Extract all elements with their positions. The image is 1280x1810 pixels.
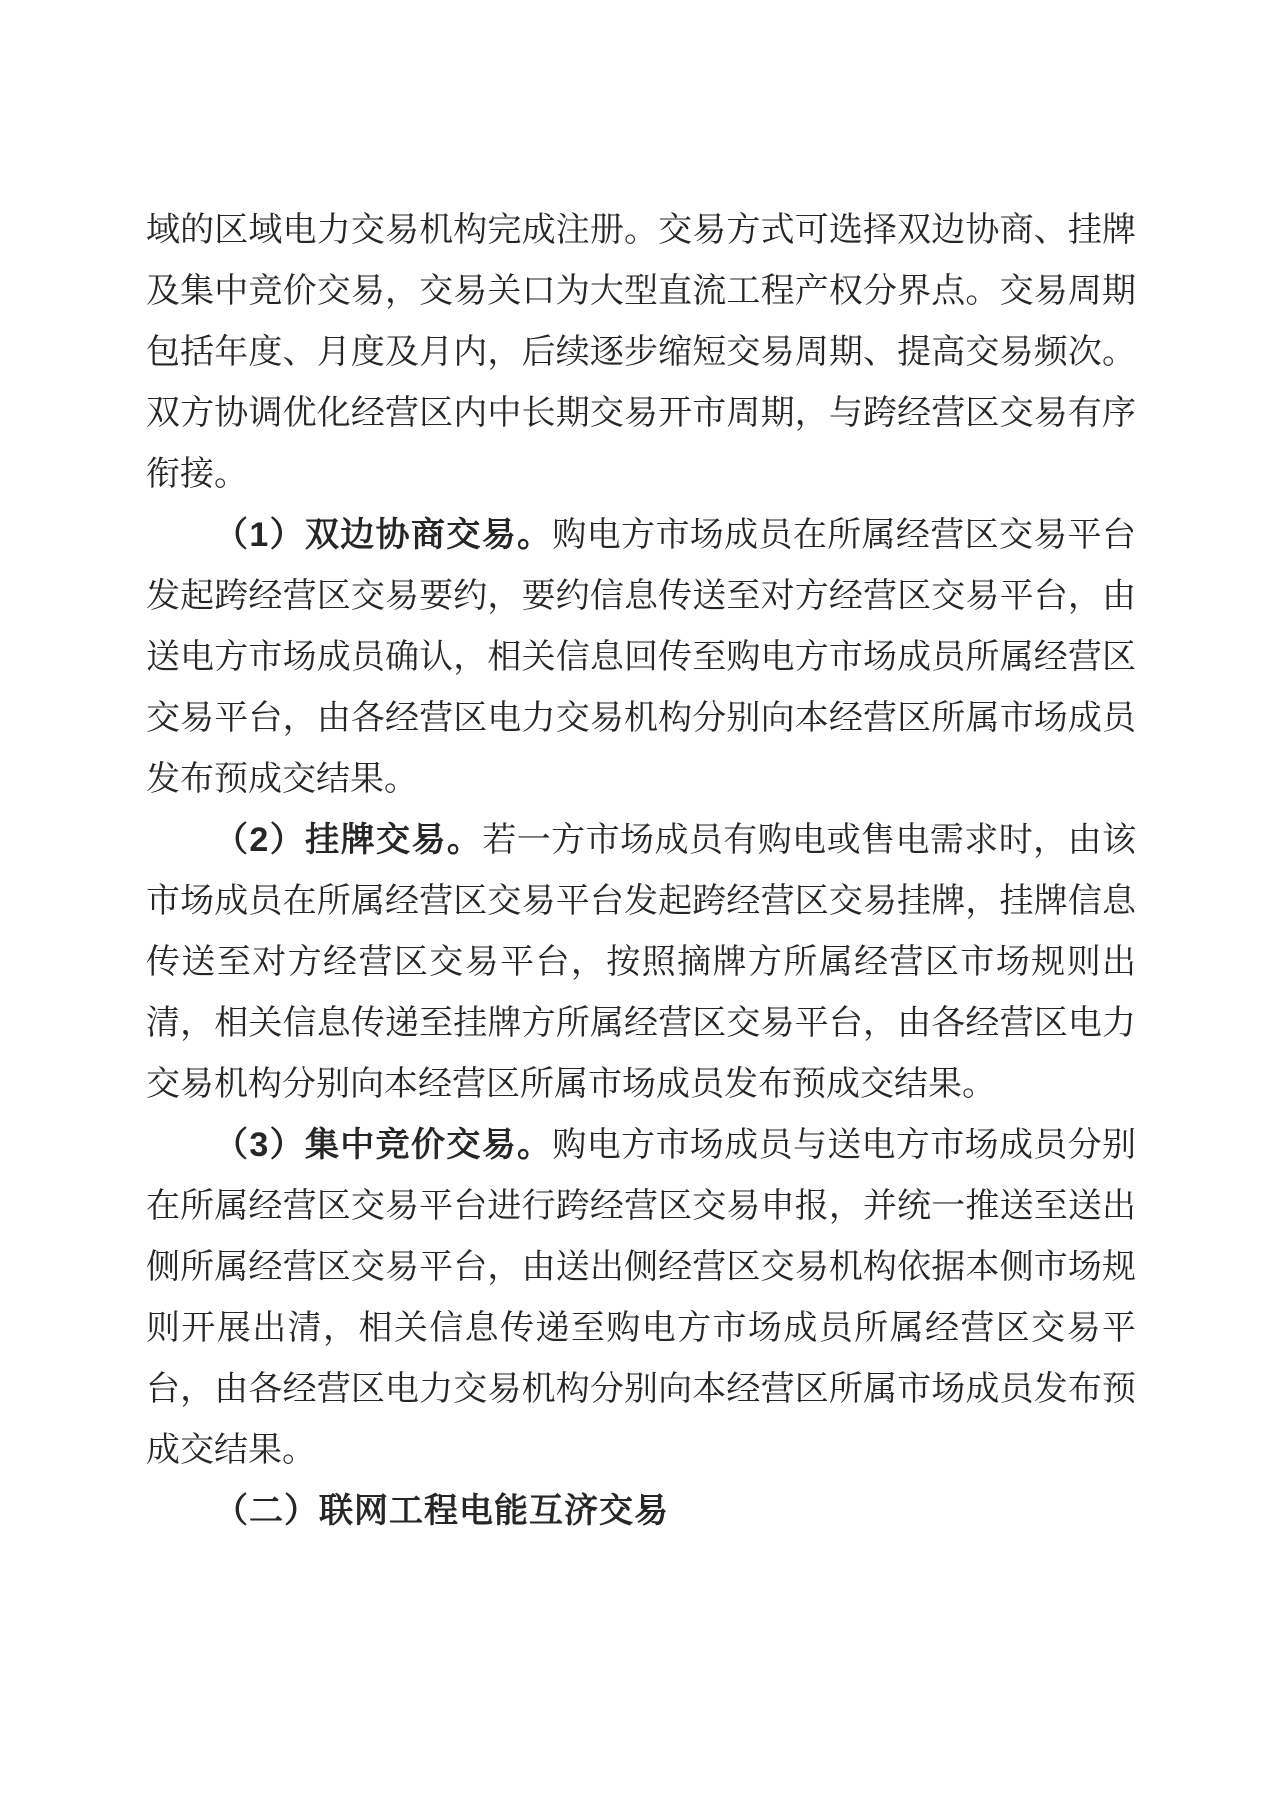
text-line xyxy=(146,383,1136,444)
text-line xyxy=(146,505,1136,566)
text-line xyxy=(146,444,1136,505)
text-line xyxy=(146,810,1136,871)
text-line xyxy=(146,1481,1136,1542)
text-run: 则开展出清，相关信息传递至购电方市场成员所属经营区交易平 xyxy=(146,1310,1136,1347)
text-run: 交易机构分别向本经营区所属市场成员发布预成交结果。 xyxy=(146,1066,996,1103)
text-run: 域的区域电力交易机构完成注册。交易方式可选择双边协商、挂牌 xyxy=(146,212,1136,249)
para-continuation-trading-overview xyxy=(146,200,1136,505)
text-line xyxy=(146,993,1136,1054)
text-line xyxy=(146,932,1136,993)
text-run: 侧所属经营区交易平台，由送出侧经营区交易机构依据本侧市场规 xyxy=(146,1249,1136,1286)
text-line xyxy=(146,261,1136,322)
text-line xyxy=(146,871,1136,932)
text-run: 清，相关信息传递至挂牌方所属经营区交易平台，由各经营区电力 xyxy=(146,1005,1136,1042)
text-line xyxy=(146,1359,1136,1420)
text-run: 包括年度、月度及月内，后续逐步缩短交易周期、提高交易频次。 xyxy=(146,334,1136,371)
text-run: 及集中竞价交易，交易关口为大型直流工程产权分界点。交易周期 xyxy=(146,273,1136,310)
text-run: 传送至对方经营区交易平台，按照摘牌方所属经营区市场规则出 xyxy=(146,944,1136,981)
text-run-bold: （3）集中竞价交易。 xyxy=(214,1126,553,1164)
text-run: 衔接。 xyxy=(146,456,248,493)
text-run: 市场成员在所属经营区交易平台发起跨经营区交易挂牌，挂牌信息 xyxy=(146,883,1136,920)
text-line xyxy=(146,1054,1136,1115)
text-line xyxy=(146,1237,1136,1298)
text-run: 购电方市场成员与送电方市场成员分别 xyxy=(552,1127,1136,1164)
document-body xyxy=(146,200,1136,1542)
text-line xyxy=(146,322,1136,383)
text-run: 送电方市场成员确认，相关信息回传至购电方市场成员所属经营区 xyxy=(146,639,1136,676)
text-line xyxy=(146,749,1136,810)
text-line xyxy=(146,1176,1136,1237)
text-run: 若一方市场成员有购电或售电需求时，由该 xyxy=(482,822,1136,859)
para-2-listing-trade xyxy=(146,810,1136,1115)
text-line xyxy=(146,566,1136,627)
text-run: 交易平台，由各经营区电力交易机构分别向本经营区所属市场成员 xyxy=(146,700,1136,737)
text-run-bold: （1）双边协商交易。 xyxy=(214,516,553,554)
para-3-centralized-bidding xyxy=(146,1115,1136,1481)
text-line xyxy=(146,1298,1136,1359)
text-run: 发布预成交结果。 xyxy=(146,761,418,798)
text-line xyxy=(146,1420,1136,1481)
heading-section-2-interconnection-mutual-aid xyxy=(146,1481,1136,1542)
text-run-bold: （2）挂牌交易。 xyxy=(214,821,483,859)
text-run-bold: （二）联网工程电能互济交易 xyxy=(214,1492,669,1530)
text-line xyxy=(146,627,1136,688)
para-1-bilateral-negotiation xyxy=(146,505,1136,810)
text-line xyxy=(146,688,1136,749)
text-run: 台，由各经营区电力交易机构分别向本经营区所属市场成员发布预 xyxy=(146,1371,1136,1408)
text-run: 双方协调优化经营区内中长期交易开市周期，与跨经营区交易有序 xyxy=(146,395,1136,432)
text-run: 成交结果。 xyxy=(146,1432,316,1469)
text-run: 购电方市场成员在所属经营区交易平台 xyxy=(552,517,1136,554)
text-run: 在所属经营区交易平台进行跨经营区交易申报，并统一推送至送出 xyxy=(146,1188,1136,1225)
text-run: 发起跨经营区交易要约，要约信息传送至对方经营区交易平台，由 xyxy=(146,578,1136,615)
text-line xyxy=(146,200,1136,261)
text-line xyxy=(146,1115,1136,1176)
